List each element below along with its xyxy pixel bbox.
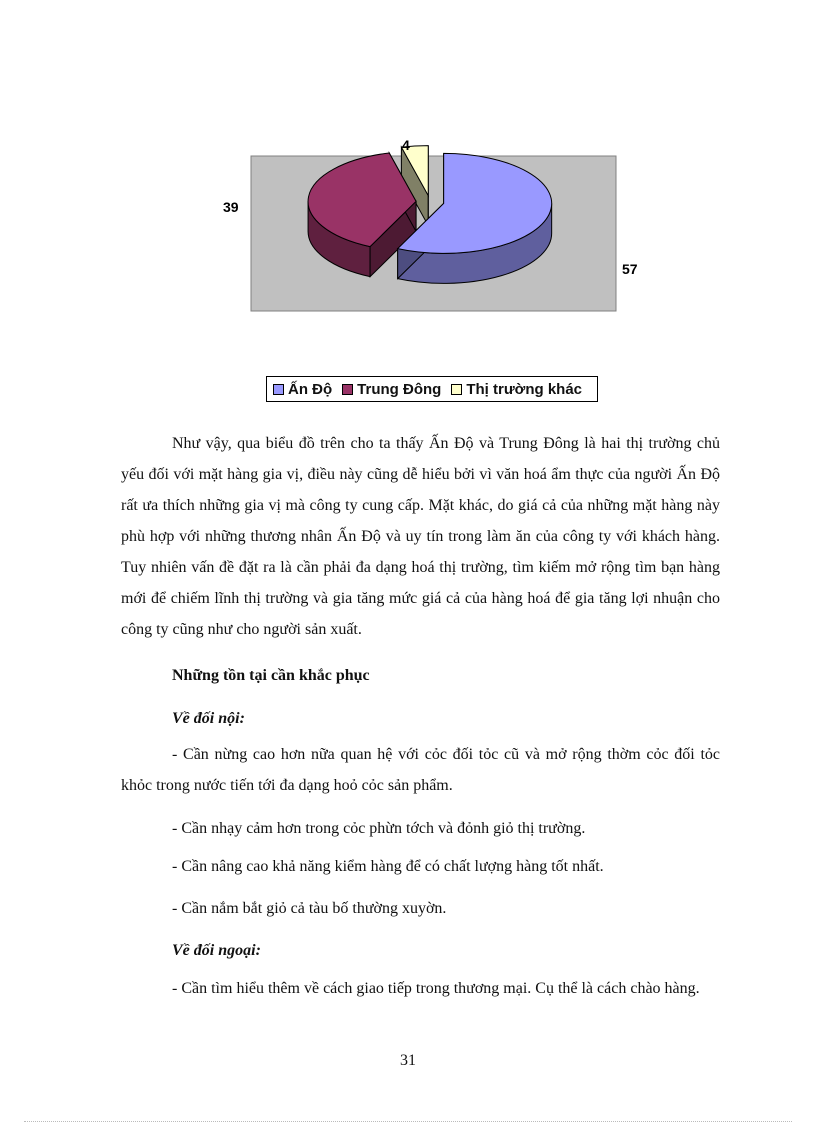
list-item: - Cần nắm bắt giỏ cả tàu bố thường xuyờn. [172, 900, 447, 917]
paragraph-summary: Như vậy, qua biểu đồ trên cho ta thấy Ấn Độ và Trung Đông là hai thị trường chủ yếu đối với mặt hàng gia vị, điều này cũng dễ hiểu bởi vì văn hoá ẩm thực của người Ấn Độ rất ưa thích những gia vị mà công ty cung cấp. Mặt khác, do giá cả của những mặt hàng này phù hợp với những thương nhân Ấn Độ và uy tín trong làm ăn của công ty với khách hàng. Tuy nhiên vấn đề đặt ra là cần phải đa dạng hoá thị trường, tìm kiếm mở rộng tìm bạn hàng mới để chiếm lĩnh thị trường và gia tăng mức giá cả của hàng hoá để gia tăng lợi nhuận cho công ty cũng như cho người sản xuất. [121, 435, 720, 638]
page-number: 31 [400, 1052, 416, 1069]
data-label-an-do: 57 [622, 261, 638, 277]
legend-swatch [273, 384, 284, 395]
legend-item-trung-dong [342, 381, 441, 398]
legend-item-thi-truong-khac [451, 381, 582, 398]
chart-legend [266, 376, 598, 402]
subheading-doi-noi: Về đối nội: [172, 710, 245, 727]
legend-label: Ấn Độ [288, 380, 333, 398]
pie-chart-svg [220, 130, 640, 320]
pie-chart [220, 130, 640, 320]
legend-label: Thị trường khác [466, 380, 583, 398]
data-label-trung-dong: 39 [223, 199, 239, 215]
subheading-doi-ngoai: Về đối ngoại: [172, 942, 261, 959]
list-item: - Cần nừng cao hơn nữa quan hệ với cỏc đối tỏc cũ và mở rộng thờm cỏc đối tỏc khỏc trong nước tiến tới đa dạng hoỏ cỏc sản phẩm. [121, 746, 720, 794]
list-item: - Cần nhạy cảm hơn trong cỏc phừn tớch và đỏnh giỏ thị trường. [172, 820, 586, 837]
list-item: - Cần nâng cao khả năng kiểm hàng để có chất lượng hàng tốt nhất. [172, 858, 604, 875]
legend-swatch [451, 384, 462, 395]
legend-item-an-do [273, 381, 332, 398]
list-item: - Cần tìm hiểu thêm về cách giao tiếp trong thương mại. Cụ thể là cách chào hàng. [172, 980, 700, 997]
legend-swatch [342, 384, 353, 395]
footer-divider [24, 1121, 792, 1122]
data-label-thi-truong-khac: 4 [402, 137, 410, 153]
legend-label: Trung Đông [357, 380, 442, 398]
section-heading: Những tồn tại cần khắc phục [172, 667, 370, 684]
